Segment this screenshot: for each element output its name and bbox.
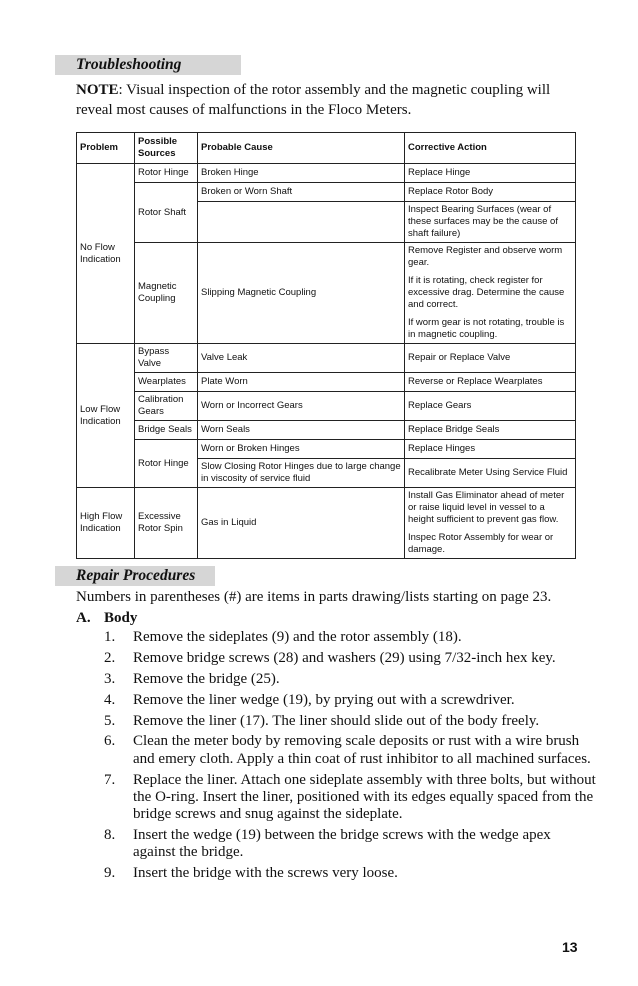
header-probable-cause: Probable Cause [198, 133, 405, 164]
note-label: NOTE [76, 82, 119, 98]
list-item [76, 692, 596, 709]
list-item [76, 772, 596, 824]
cause-cell: Slow Closing Rotor Hinges due to large change in viscosity of service fluid [198, 459, 405, 488]
cause-cell: Gas in Liquid [198, 488, 405, 559]
step-text: Remove the liner (17). The liner should slide out of the body freely. [133, 712, 540, 729]
action-line: If worm gear is not rotating, trouble is in magnetic coupling. [408, 317, 565, 340]
subsection-title: Body [104, 610, 138, 626]
subsection-letter: A. [76, 610, 91, 626]
action-line: If it is rotating, check register for excessive drag. Determine the cause and correct. [408, 275, 565, 310]
step-number: 6. [104, 733, 116, 750]
note-text: : Visual inspection of the rotor assembly and the magnetic coupling will reveal most causes of malfunctions in the Floco Meters. [76, 82, 551, 118]
action-cell: Replace Rotor Body [405, 183, 576, 202]
repair-procedures-heading: Repair Procedures [55, 566, 215, 586]
step-number: 9. [104, 865, 116, 882]
repair-steps-list [76, 629, 596, 886]
page-number: 13 [562, 939, 578, 955]
header-corrective-action: Corrective Action [405, 133, 576, 164]
action-cell: Replace Hinges [405, 440, 576, 459]
action-cell: Inspect Bearing Surfaces (wear of these surfaces may be the cause of shaft failure) [405, 202, 576, 243]
step-number: 7. [104, 771, 116, 788]
table-row [77, 183, 576, 202]
note-paragraph [76, 80, 586, 120]
header-problem: Problem [77, 133, 135, 164]
list-item [76, 827, 596, 862]
step-text: Remove the sideplates (9) and the rotor assembly (18). [133, 629, 462, 645]
step-text: Remove the bridge (25). [133, 670, 280, 687]
action-cell: Replace Gears [405, 392, 576, 421]
list-item [76, 671, 596, 688]
list-item [76, 865, 596, 882]
list-item [76, 713, 596, 730]
step-number: 4. [104, 691, 116, 708]
step-number: 5. [104, 712, 116, 729]
step-text: Remove bridge screws (28) and washers (29) using 7/32-inch hex key. [133, 649, 556, 666]
step-text: Insert the wedge (19) between the bridge screws with the wedge apex against the bridge. [133, 827, 551, 861]
list-item [76, 629, 596, 646]
repair-intro: Numbers in parentheses (#) are items in parts drawing/lists starting on page 23. [76, 589, 552, 605]
source-cell: Excessive Rotor Spin [135, 488, 198, 559]
troubleshooting-table [76, 132, 576, 559]
table-row [77, 440, 576, 459]
list-item [76, 650, 596, 667]
source-cell: Wearplates [135, 373, 198, 392]
problem-high-flow: High Flow Indication [77, 488, 135, 559]
list-item [76, 733, 596, 768]
step-number: 8. [104, 827, 116, 844]
troubleshooting-heading: Troubleshooting [55, 55, 241, 75]
table-row [77, 344, 576, 373]
source-cell: Rotor Hinge [135, 164, 198, 183]
table-header-row [77, 133, 576, 164]
source-cell: Bypass Valve [135, 344, 198, 373]
action-cell: Repair or Replace Valve [405, 344, 576, 373]
table-row [77, 373, 576, 392]
cause-cell: Worn or Broken Hinges [198, 440, 405, 459]
subsection-heading [76, 608, 137, 628]
problem-no-flow: No Flow Indication [77, 164, 135, 344]
step-text: Remove the liner wedge (19), by prying out with a screwdriver. [133, 691, 515, 708]
action-cell: Reverse or Replace Wearplates [405, 373, 576, 392]
cause-cell: Worn or Incorrect Gears [198, 392, 405, 421]
source-cell: Rotor Hinge [135, 440, 198, 488]
step-number: 3. [104, 670, 116, 687]
source-cell: Bridge Seals [135, 421, 198, 440]
action-cell: Replace Hinge [405, 164, 576, 183]
problem-low-flow: Low Flow Indication [77, 344, 135, 488]
cause-cell: Worn Seals [198, 421, 405, 440]
cause-cell-empty [198, 202, 405, 243]
cause-cell: Broken or Worn Shaft [198, 183, 405, 202]
action-cell: Recalibrate Meter Using Service Fluid [405, 459, 576, 488]
step-number: 1. [104, 629, 116, 645]
step-text: Clean the meter body by removing scale deposits or rust with a wire brush and emery cloth. Apply a thin coat of rust inhibitor to all machined surfaces. [133, 733, 591, 767]
table-row [77, 392, 576, 421]
step-text: Insert the bridge with the screws very loose. [133, 865, 398, 882]
action-cell: Replace Bridge Seals [405, 421, 576, 440]
action-line: Remove Register and observe worm gear. [408, 245, 563, 268]
source-cell: Magnetic Coupling [135, 243, 198, 344]
table-row [77, 243, 576, 344]
header-possible-sources: Possible Sources [135, 133, 198, 164]
action-cell [405, 243, 576, 344]
action-line: Inspec Rotor Assembly for wear or damage. [408, 532, 554, 555]
table-row [77, 164, 576, 183]
step-text: Replace the liner. Attach one sideplate assembly with three bolts, but without the O-ring. Insert the liner, positioned with its edges equally spaced from the bridge screws and snug against the sideplate. [133, 771, 596, 823]
table-row [77, 421, 576, 440]
cause-cell: Valve Leak [198, 344, 405, 373]
source-cell: Rotor Shaft [135, 183, 198, 243]
cause-cell: Plate Worn [198, 373, 405, 392]
action-cell [405, 488, 576, 559]
cause-cell: Slipping Magnetic Coupling [198, 243, 405, 344]
source-cell: Calibration Gears [135, 392, 198, 421]
table-row [77, 488, 576, 559]
step-number: 2. [104, 649, 116, 666]
action-line: Install Gas Eliminator ahead of meter or raise liquid level in vessel to a height sufficient to prevent gas flow. [408, 490, 565, 525]
cause-cell: Broken Hinge [198, 164, 405, 183]
